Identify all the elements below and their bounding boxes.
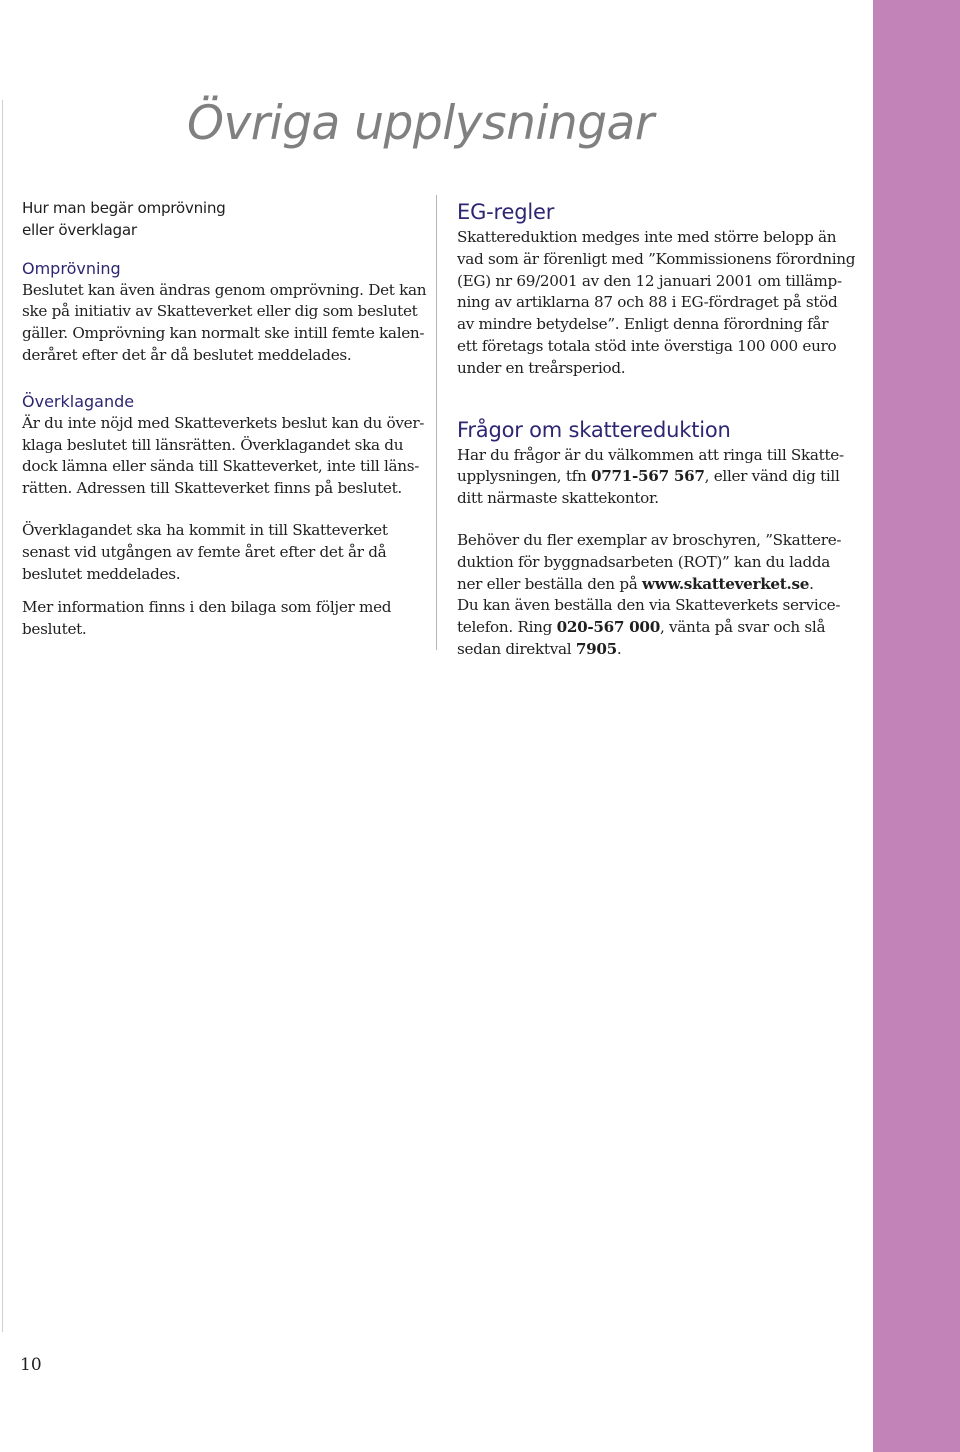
text-fragor-2a: Behöver du fler exemplar av broschyren, ”Skattere- duktion för byggnadsarbeten (ROT)” kan du ladda ner eller beställa den på (457, 530, 842, 593)
page-title: Övriga upplysningar (187, 96, 654, 151)
phone-number-skatteupplysningen: 0771-567 567 (590, 467, 705, 486)
paragraph-omprovning: Beslutet kan även ändras genom omprövning. Det kan ske på initiativ av Skatteverket eller dig som beslutet gäller. Omprövning kan normalt ske intill femte kalen- deråret efter det år då beslutet meddelades. (22, 280, 427, 364)
left-column (22, 198, 427, 641)
text-fragor-1b: , eller vänd dig till ditt närmaste skattekontor. (457, 467, 840, 508)
paragraph-eg-regler: Skattereduktion medges inte med större belopp än vad som är förenligt med ”Kommissionens förordning (EG) nr 69/2001 av den 12 januari 2001 om tillämp- ning av artiklarna 87 och 88 i EG-fördraget på stöd av mindre betydelse”. Enligt denna förordning får ett företags totala stöd inte överstiga 100 000 euro under en treårsperiod. (457, 228, 856, 377)
paragraph-fragor-2 (457, 530, 857, 661)
section-heading-eg-regler: EG-regler (457, 200, 555, 224)
left-margin-rule (2, 100, 3, 1332)
paragraph-overklagande-3: Mer information finns i den bilaga som följer med beslutet. (22, 598, 392, 639)
column-divider (436, 195, 437, 650)
paragraph-overklagande-1: Är du inte nöjd med Skatteverkets beslut kan du över- klaga beslutet till länsrätten. Överklagandet ska du dock lämna eller sända till Skatteverket, inte till läns- rätten. Adressen till Skatteverket finns på beslutet. (22, 413, 425, 498)
website-link[interactable]: www.skatteverket.se (642, 574, 810, 593)
direct-dial-code: 7905 (575, 639, 617, 658)
text-fragor-2d: . (616, 639, 622, 658)
paragraph-overklagande-2: Överklagandet ska ha kommit in till Skatteverket senast vid utgången av femte året efter det år då beslutet meddelades. (22, 520, 388, 583)
phone-number-servicetelefon: 020-567 000 (556, 618, 660, 637)
text-fragor-2c: , vänta på svar och slå sedan direktval (457, 618, 826, 658)
text-fragor-1a: Har du frågor är du välkommen att ringa till Skatte- upplysningen, tfn (457, 445, 844, 486)
text-fragor-2b: . Du kan även beställa den via Skatteverkets service- telefon. Ring (457, 574, 841, 637)
section-heading-fragor: Frågor om skattereduktion (457, 417, 731, 442)
right-column (457, 198, 857, 661)
subheading-omprovning: Omprövning (22, 258, 121, 278)
subheading-overklagande: Överklagande (22, 391, 135, 411)
section-heading-review-appeal: Hur man begär omprövning eller överklagar (22, 199, 226, 239)
paragraph-fragor-1 (457, 445, 857, 510)
page-number: 10 (20, 1355, 42, 1375)
side-color-band (873, 0, 960, 1452)
